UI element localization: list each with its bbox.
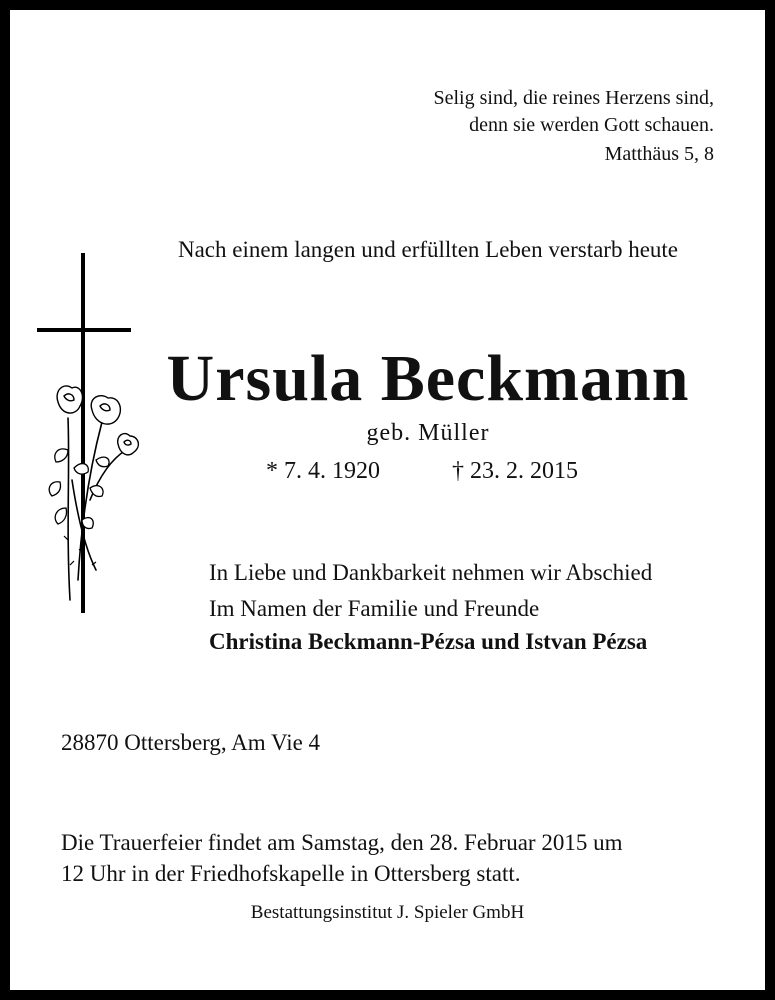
birth-date: * 7. 4. 1920	[266, 458, 380, 484]
deceased-name: Ursula Beckmann	[166, 342, 690, 415]
verse-line-2: denn sie werden Gott schauen.	[469, 114, 714, 136]
farewell-line-2: Im Namen der Familie und Freunde	[209, 596, 540, 621]
cross-with-roses-icon	[30, 250, 145, 620]
birth-name: geb. Müller	[366, 420, 490, 446]
signatories: Christina Beckmann-Pézsa und Istvan Pézsa	[209, 629, 648, 654]
service-line-1: Die Trauerfeier findet am Samstag, den 28. Februar 2015 um	[61, 830, 623, 855]
address: 28870 Ottersberg, Am Vie 4	[61, 730, 321, 755]
service-line-2: 12 Uhr in der Friedhofskapelle in Ottersberg statt.	[61, 861, 521, 886]
farewell-line-1: In Liebe und Dankbarkeit nehmen wir Abschied	[209, 560, 653, 585]
verse-reference: Matthäus 5, 8	[604, 143, 714, 165]
verse-line-1: Selig sind, die reines Herzens sind,	[433, 87, 714, 109]
death-date: † 23. 2. 2015	[452, 458, 578, 484]
undertaker: Bestattungsinstitut J. Spieler GmbH	[250, 902, 525, 923]
intro-text: Nach einem langen und erfüllten Leben verstarb heute	[177, 237, 679, 262]
